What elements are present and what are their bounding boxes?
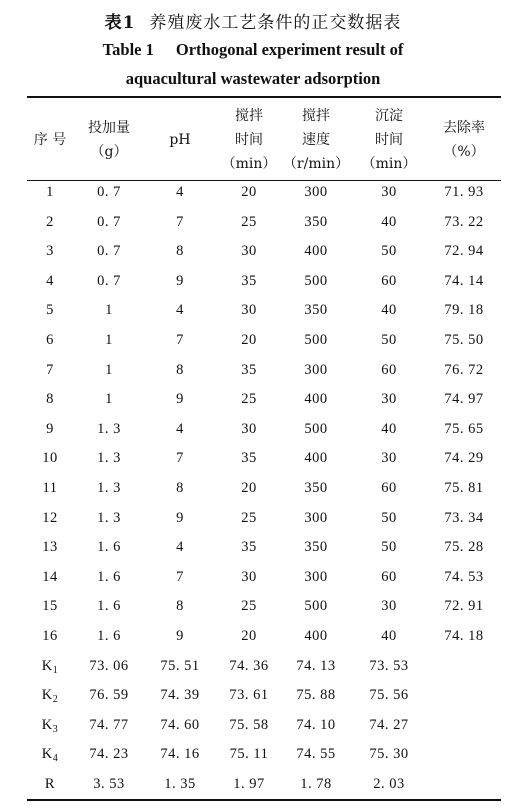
cell-index: 14 (42, 568, 58, 585)
cell-removal-rate: 73. 22 (444, 213, 484, 230)
cell-dosage: 1. 3 (97, 420, 121, 437)
cell-stir-speed: 400 (304, 243, 328, 260)
cell-removal-rate: 75. 28 (444, 539, 484, 556)
header-line: 速度 (302, 132, 330, 148)
table-bottom-rule (27, 799, 501, 801)
header-line: （min） (361, 156, 417, 172)
cell-index: 3 (46, 243, 54, 260)
cell-index: 6 (46, 332, 54, 348)
summary-label-base: K (41, 746, 53, 763)
cell-removal-rate: 73. 34 (444, 509, 484, 526)
cell-dosage: 0. 7 (97, 272, 121, 289)
cell-ph: 8 (176, 598, 184, 615)
table-header-rule (27, 180, 501, 181)
cell-ph: 9 (176, 272, 184, 289)
table-label-en: Table 1 (102, 40, 154, 59)
cell-dosage: 1 (105, 361, 113, 378)
cell-removal-rate: 75. 50 (444, 332, 484, 348)
cell-index: 4 (46, 272, 54, 289)
header-line: 时间 (375, 132, 403, 148)
summary-value: 75. 30 (369, 746, 409, 763)
summary-value: 1. 78 (300, 776, 332, 792)
cell-removal-rate: 74. 18 (444, 628, 484, 644)
cell-settle-time: 60 (381, 272, 397, 289)
table-label-cn: 表1 (104, 13, 136, 33)
cell-stir-time: 20 (241, 628, 257, 644)
cell-index: 15 (42, 598, 58, 615)
cell-removal-rate: 74. 29 (444, 450, 484, 467)
cell-dosage: 1. 3 (97, 480, 121, 496)
cell-settle-time: 40 (381, 213, 397, 230)
cell-stir-speed: 350 (304, 539, 328, 556)
cell-index: 10 (42, 450, 58, 467)
summary-label-base: R (44, 776, 56, 792)
cell-index: 11 (42, 480, 58, 496)
cell-stir-speed: 500 (304, 332, 328, 348)
cell-settle-time: 60 (381, 568, 397, 585)
table-caption-en-1: Orthogonal experiment result of (175, 40, 404, 59)
cell-stir-time: 20 (241, 332, 257, 348)
cell-stir-time: 30 (241, 568, 257, 585)
cell-removal-rate: 76. 72 (444, 361, 484, 378)
cell-index: 8 (46, 391, 54, 408)
header-line: 时间 (235, 132, 263, 148)
cell-removal-rate: 79. 18 (444, 302, 484, 319)
summary-label-subscript: 1 (52, 664, 59, 676)
header-line: 投加量 (88, 120, 130, 136)
cell-ph: 7 (176, 450, 184, 467)
cell-removal-rate: 74. 97 (444, 391, 484, 408)
cell-removal-rate: 75. 81 (444, 480, 484, 496)
header-line: （r/min） (282, 156, 350, 172)
cell-stir-time: 35 (241, 361, 257, 378)
cell-stir-time: 35 (241, 450, 257, 467)
cell-stir-speed: 350 (304, 213, 328, 230)
cell-ph: 4 (176, 184, 184, 200)
cell-settle-time: 30 (381, 184, 397, 200)
summary-value: 1. 97 (233, 776, 265, 792)
summary-label-base: K (41, 657, 53, 674)
cell-ph: 9 (176, 509, 184, 526)
cell-dosage: 0. 7 (97, 213, 121, 230)
cell-settle-time: 50 (381, 539, 397, 556)
summary-value: 1. 35 (164, 776, 196, 792)
cell-stir-speed: 350 (304, 302, 328, 319)
cell-index: 16 (42, 628, 58, 644)
summary-value: 74. 27 (369, 716, 409, 733)
cell-stir-speed: 300 (304, 509, 328, 526)
summary-value: 75. 88 (296, 687, 336, 704)
summary-value: 3. 53 (93, 776, 125, 792)
header-line: 沉淀 (375, 108, 403, 124)
cell-settle-time: 40 (381, 302, 397, 319)
cell-settle-time: 30 (381, 598, 397, 615)
summary-value: 74. 13 (296, 657, 336, 674)
summary-value: 73. 61 (229, 687, 269, 704)
cell-index: 9 (46, 420, 54, 437)
cell-ph: 8 (176, 361, 184, 378)
summary-value: 75. 56 (369, 687, 409, 704)
header-removal-rate (419, 104, 506, 176)
cell-index: 2 (46, 213, 54, 230)
cell-index: 7 (46, 361, 54, 378)
header-line: pH (169, 132, 191, 148)
cell-stir-time: 25 (241, 509, 257, 526)
cell-stir-speed: 500 (304, 272, 328, 289)
cell-settle-time: 60 (381, 361, 397, 378)
cell-index: 13 (42, 539, 58, 556)
summary-label-subscript: 3 (52, 723, 59, 735)
cell-removal-rate: 74. 14 (444, 272, 484, 289)
cell-ph: 8 (176, 480, 184, 496)
cell-settle-time: 60 (381, 480, 397, 496)
cell-removal-rate: 74. 53 (444, 568, 484, 585)
cell-index: 1 (46, 184, 54, 200)
cell-stir-speed: 400 (304, 450, 328, 467)
cell-removal-rate: 72. 94 (444, 243, 484, 260)
cell-stir-speed: 300 (304, 361, 328, 378)
cell-removal-rate: 71. 93 (444, 184, 484, 200)
cell-dosage: 1. 3 (97, 450, 121, 467)
header-line: 搅拌 (235, 108, 263, 124)
table-caption-cn: 养殖废水工艺条件的正交数据表 (149, 13, 402, 33)
summary-value: 73. 06 (89, 657, 129, 674)
cell-ph: 7 (176, 332, 184, 348)
cell-stir-speed: 400 (304, 628, 328, 644)
cell-stir-time: 25 (241, 391, 257, 408)
summary-label-subscript: 4 (52, 753, 59, 765)
cell-index: 12 (42, 509, 58, 526)
header-line: （g） (90, 144, 128, 160)
cell-ph: 4 (176, 420, 184, 437)
cell-stir-speed: 300 (304, 568, 328, 585)
cell-ph: 4 (176, 539, 184, 556)
summary-value: 75. 11 (229, 746, 269, 763)
cell-stir-time: 35 (241, 539, 257, 556)
summary-label-base: K (41, 716, 53, 733)
summary-label-base: K (41, 687, 53, 704)
cell-dosage: 1 (105, 332, 113, 348)
summary-value: 74. 10 (296, 716, 336, 733)
cell-stir-time: 30 (241, 302, 257, 319)
header-line: 序 号 (33, 132, 67, 148)
cell-stir-time: 30 (241, 420, 257, 437)
cell-removal-rate: 72. 91 (444, 598, 484, 615)
summary-value: 2. 03 (373, 776, 405, 792)
cell-dosage: 0. 7 (97, 243, 121, 260)
table-title-en-line1 (0, 40, 506, 60)
cell-dosage: 1 (105, 391, 113, 408)
cell-settle-time: 50 (381, 243, 397, 260)
summary-value: 74. 60 (160, 716, 200, 733)
cell-dosage: 1. 6 (97, 598, 121, 615)
header-line: （min） (221, 156, 277, 172)
cell-ph: 9 (176, 391, 184, 408)
cell-settle-time: 40 (381, 420, 397, 437)
cell-stir-time: 35 (241, 272, 257, 289)
cell-settle-time: 30 (381, 450, 397, 467)
cell-ph: 8 (176, 243, 184, 260)
header-line: 搅拌 (302, 108, 330, 124)
cell-stir-speed: 500 (304, 420, 328, 437)
header-line: （%） (443, 144, 485, 160)
cell-ph: 9 (176, 628, 184, 644)
cell-dosage: 1. 6 (97, 568, 121, 585)
cell-dosage: 1. 6 (97, 628, 121, 644)
summary-value: 75. 58 (229, 716, 269, 733)
cell-removal-rate: 75. 65 (444, 420, 484, 437)
cell-settle-time: 50 (381, 332, 397, 348)
summary-value: 74. 16 (160, 746, 200, 763)
summary-value: 74. 36 (229, 657, 269, 674)
table-top-rule (27, 96, 501, 98)
cell-dosage: 1. 6 (97, 539, 121, 556)
cell-dosage: 1. 3 (97, 509, 121, 526)
summary-value: 74. 77 (89, 716, 129, 733)
cell-stir-time: 20 (241, 480, 257, 496)
summary-value: 74. 55 (296, 746, 336, 763)
summary-value: 74. 23 (89, 746, 129, 763)
cell-stir-time: 30 (241, 243, 257, 260)
cell-stir-time: 20 (241, 184, 257, 200)
header-line: 去除率 (443, 120, 485, 136)
cell-settle-time: 50 (381, 509, 397, 526)
cell-stir-speed: 350 (304, 480, 328, 496)
table-title-en-line2: aquacultural wastewater adsorption (125, 69, 381, 88)
summary-value: 73. 53 (369, 657, 409, 674)
cell-stir-time: 25 (241, 213, 257, 230)
cell-stir-speed: 400 (304, 391, 328, 408)
summary-value: 76. 59 (89, 687, 129, 704)
table-title-cn (0, 8, 506, 33)
summary-value: 75. 51 (160, 657, 200, 674)
cell-stir-speed: 500 (304, 598, 328, 615)
cell-settle-time: 40 (381, 628, 397, 644)
cell-stir-time: 25 (241, 598, 257, 615)
summary-value: 74. 39 (160, 687, 200, 704)
cell-stir-speed: 300 (304, 184, 328, 200)
cell-dosage: 1 (105, 302, 113, 319)
summary-label-subscript: 2 (52, 694, 59, 706)
cell-ph: 4 (176, 302, 184, 319)
cell-index: 5 (46, 302, 54, 319)
cell-dosage: 0. 7 (97, 184, 121, 200)
cell-settle-time: 30 (381, 391, 397, 408)
cell-ph: 7 (176, 568, 184, 585)
cell-ph: 7 (176, 213, 184, 230)
